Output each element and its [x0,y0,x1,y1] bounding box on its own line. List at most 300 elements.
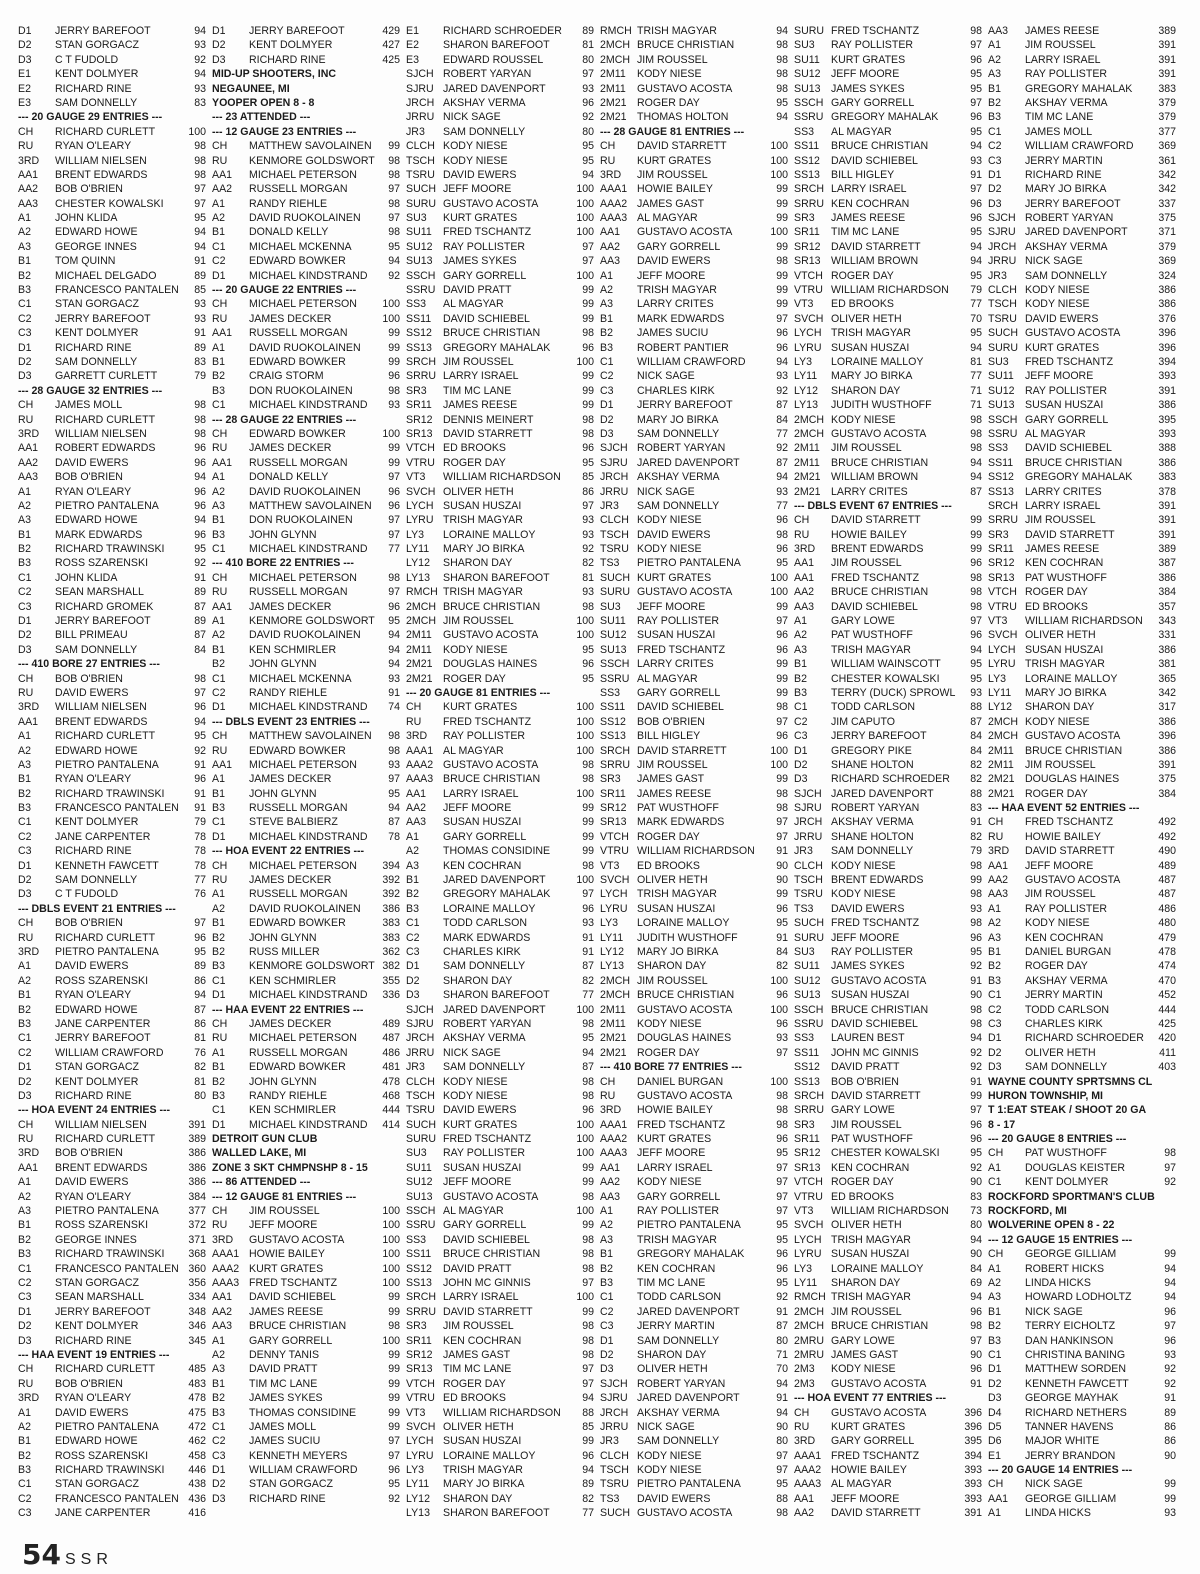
class-code: D4 [988,1406,1002,1419]
score: 99 [776,269,788,282]
class-code: SS11 [600,701,626,714]
score: 98 [388,730,400,743]
result-row [406,38,594,52]
score: 100 [770,168,788,181]
shooter-name: RYAN O'LEARY [55,1190,132,1203]
class-code: B3 [212,802,225,815]
result-row [794,1406,982,1420]
result-row [988,1434,1176,1448]
result-row [212,168,400,182]
score: 94 [970,1233,982,1246]
class-code: AA2 [600,1176,621,1189]
score: 80 [776,1334,788,1347]
class-code: AA2 [212,183,233,196]
score: 97 [776,1046,788,1059]
shooter-name: LARRY ISRAEL [1025,499,1101,512]
class-code: 2MCH [406,600,437,613]
score: 98 [582,1320,594,1333]
class-code: AAA1 [794,1449,822,1462]
class-code: RU [600,1089,616,1102]
score: 93 [194,312,206,325]
class-code: E1 [988,1449,1001,1462]
class-code: A3 [988,931,1001,944]
result-row [988,67,1176,81]
score: 386 [1158,284,1176,297]
shooter-name: OLIVER HETH [637,874,708,887]
shooter-name: RUSSELL MORGAN [249,888,348,901]
shooter-name: DAVID SCHIEBEL [831,600,918,613]
result-row [600,312,788,326]
class-code: SS3 [794,125,815,138]
result-row [988,1003,1176,1017]
shooter-name: SHARON DAY [443,557,513,570]
shooter-name: THOMAS CONSIDINE [443,845,551,858]
shooter-name: JEFF MOORE [249,1219,318,1232]
shooter-name: JOHN GLYNN [249,528,317,541]
shooter-name: SHANE HOLTON [831,830,914,843]
shooter-name: AKSHAY VERMA [443,96,526,109]
class-code: LY11 [794,370,818,383]
result-row [794,1348,982,1362]
score: 91 [194,571,206,584]
shooter-name: PIETRO PANTALENA [55,758,159,771]
result-row [600,844,788,858]
shooter-name: MARK EDWARDS [637,312,725,325]
score: 100 [576,715,594,728]
shooter-name: MARY JO BIRKA [637,946,719,958]
shooter-name: RYAN O'LEARY [55,485,132,498]
result-row [988,456,1176,470]
shooter-name: SAM DONNELLY [637,1435,720,1448]
class-code: VTRU [794,1190,823,1203]
class-code: SU3 [794,946,815,958]
class-code: SS13 [988,485,1014,498]
score: 99 [388,1305,400,1318]
shooter-name: JEFF MOORE [637,600,706,613]
result-row [406,499,594,513]
score: 95 [776,1276,788,1289]
result-row [212,297,400,311]
shooter-name: LORAINE MALLOY [831,1262,924,1275]
shooter-name: SHARON DAY [831,384,901,397]
score: 100 [576,874,594,887]
result-row [600,715,788,729]
result-row [600,1406,788,1420]
result-row [988,470,1176,484]
result-row [18,974,206,988]
score: 82 [582,557,594,570]
score: 97 [388,773,400,786]
shooter-name: JAMES SYKES [831,82,905,95]
class-code: B3 [406,902,419,915]
class-code: TSCH [988,298,1017,311]
shooter-name: SHARON DAY [443,974,513,987]
result-row [212,398,400,412]
score: 394 [382,859,400,872]
score: 96 [194,456,206,469]
class-code: 2M21 [600,111,627,124]
shooter-name: BRUCE CHRISTIAN [443,773,541,786]
score: 88 [582,1406,594,1419]
result-row [794,1233,982,1247]
shooter-name: RICHARD NETHERS [1025,1406,1127,1419]
score: 395 [1158,413,1176,426]
class-code: RU [18,686,34,699]
score: 91 [582,931,594,944]
shooter-name: MARK EDWARDS [443,931,531,944]
class-code: A2 [212,902,225,915]
shooter-name: ROSS SZARENSKI [55,974,149,987]
score: 100 [770,571,788,584]
score: 100 [382,427,400,440]
score: 94 [194,514,206,527]
class-code: SSRU [794,111,824,124]
result-row [988,96,1176,110]
result-row [988,1146,1176,1160]
result-row [600,902,788,916]
result-row [988,600,1176,614]
shooter-name: BRUCE CHRISTIAN [831,140,929,153]
shooter-name: GREGORY MAHALAK [637,1248,745,1261]
shooter-name: JARED DAVENPORT [1025,226,1128,239]
result-row [406,1420,594,1434]
result-row [600,1391,788,1405]
score: 84 [970,1262,982,1275]
result-row [988,1161,1176,1175]
result-row [212,657,400,671]
shooter-name: SHARON BAREFOOT [443,989,550,1002]
class-code: AA1 [18,442,39,455]
score: 92 [970,960,982,973]
shooter-name: JAMES REESE [1025,25,1100,37]
club-heading: YOOPER OPEN 8 - 8 [212,96,315,109]
class-code: SR11 [406,1334,432,1347]
score: 91 [776,1392,788,1405]
event-heading: --- HAA EVENT 22 ENTRIES --- [212,1003,364,1016]
class-code: A1 [212,471,225,484]
result-row [794,1492,982,1506]
score: 97 [970,1334,982,1347]
result-row [18,1233,206,1247]
result-row [600,887,788,901]
result-row [794,24,982,38]
shooter-name: BOB O'BRIEN [637,715,705,728]
result-row [988,211,1176,225]
class-code: D1 [988,1032,1002,1045]
shooter-name: GUSTAVO ACOSTA [443,1190,539,1203]
score: 96 [970,629,982,642]
class-code: AA1 [212,456,233,469]
result-row [600,916,788,930]
result-row [600,225,788,239]
score: 83 [970,1190,982,1203]
result-row [794,369,982,383]
score: 100 [576,197,594,210]
class-code: C1 [18,1262,32,1275]
shooter-name: JEFF MOORE [831,931,900,944]
shooter-name: KURT GRATES [831,1420,906,1433]
score: 99 [582,1161,594,1174]
result-row [600,369,788,383]
shooter-name: DANIEL BURGAN [637,1075,724,1088]
class-code: D3 [600,1363,614,1376]
result-row [406,715,594,729]
score: 378 [1158,485,1176,498]
result-row [600,1003,788,1017]
class-code: RU [212,442,228,455]
class-code: A3 [18,1205,31,1218]
score: 95 [582,672,594,685]
class-code: RU [212,1219,228,1232]
class-code: AA2 [18,183,39,196]
result-row [212,499,400,513]
score: 386 [188,1147,206,1160]
score: 80 [970,1219,982,1232]
class-code: SU12 [600,629,627,642]
shooter-name: RICHARD RINE [55,341,132,354]
result-row [18,700,206,714]
shooter-name: BILL PRIMEAU [55,629,128,642]
class-code: SR11 [794,1133,820,1146]
result-row [406,643,594,657]
result-row [212,700,400,714]
shooter-name: JIM ROUSSEL [443,1320,514,1333]
shooter-name: BOB O'BRIEN [55,1377,123,1390]
result-row [18,887,206,901]
class-code: SR13 [600,816,627,829]
score: 84 [194,643,206,656]
class-code: A1 [212,888,225,901]
shooter-name: FRANCESCO PANTALEN [55,1492,179,1505]
score: 77 [388,543,400,556]
class-code: SU11 [406,1161,432,1174]
shooter-name: ROSS SZARENSKI [55,1219,149,1232]
class-code: D2 [988,1377,1002,1390]
result-row [600,499,788,513]
class-code: SR3 [794,1118,815,1131]
class-code: C1 [18,816,32,829]
score: 98 [194,427,206,440]
score: 82 [776,960,788,973]
score: 97 [388,1435,400,1448]
result-row [406,787,594,801]
shooter-name: ED BROOKS [443,442,506,455]
class-code: AA1 [600,1161,621,1174]
result-row [988,312,1176,326]
score: 100 [576,183,594,196]
class-code: 3RD [406,730,428,743]
result-row [406,1103,594,1117]
class-code: VTCH [600,830,629,843]
score: 97 [388,471,400,484]
class-code: SR12 [406,1348,433,1361]
result-row [212,1434,400,1448]
score: 92 [194,53,206,66]
score: 94 [582,168,594,181]
score: 394 [1158,355,1176,368]
score: 487 [382,1032,400,1045]
score: 96 [1164,1334,1176,1347]
score: 96 [388,370,400,383]
score: 84 [776,413,788,426]
score: 98 [970,888,982,901]
result-row [406,312,594,326]
result-row [600,758,788,772]
shooter-name: NICK SAGE [443,111,501,124]
score: 92 [776,442,788,455]
result-row [600,1146,788,1160]
class-code: 2MCH [600,39,631,52]
score: 78 [194,845,206,858]
result-row [794,686,982,700]
shooter-name: MATTHEW SAVOLAINEN [249,140,372,153]
result-row [988,988,1176,1002]
score: 98 [970,442,982,455]
class-code: SR13 [406,427,433,440]
class-code: SVCH [988,629,1018,642]
result-row [18,1449,206,1463]
class-code: AAA3 [600,212,628,225]
score: 98 [582,327,594,340]
class-code: AA1 [794,1492,815,1505]
shooter-name: SUSAN HUSZAI [637,902,716,915]
score: 391 [1158,528,1176,541]
result-row [212,427,400,441]
result-row [212,974,400,988]
result-row [212,1075,400,1089]
score: 91 [970,816,982,829]
shooter-name: JANE CARPENTER [55,1507,151,1520]
shooter-name: RICHARD SCHROEDER [1025,1032,1144,1045]
result-row [406,1477,594,1491]
shooter-name: PAT WUSTHOFF [831,1133,913,1146]
score: 95 [388,1478,400,1491]
score: 386 [1158,643,1176,656]
score: 99 [1164,1248,1176,1261]
result-row [406,1075,594,1089]
result-row [794,974,982,988]
score: 99 [388,1348,400,1361]
class-code: D3 [212,53,226,66]
result-row [18,873,206,887]
shooter-name: JAMES MOLL [249,1420,317,1433]
result-row [212,1334,400,1348]
result-row [406,283,594,297]
class-code: B3 [18,284,31,297]
result-row [988,959,1176,973]
score: 97 [970,1104,982,1117]
score: 379 [1158,240,1176,253]
shooter-name: MARY JO BIRKA [443,543,525,556]
result-row [406,600,594,614]
score: 97 [970,96,982,109]
shooter-name: KEN COCHRAN [443,1334,522,1347]
result-row [794,413,982,427]
class-code: C2 [18,1046,32,1059]
shooter-name: HOWARD LODHOLTZ [1025,1291,1132,1304]
result-row [988,686,1176,700]
score: 97 [388,514,400,527]
result-row [406,1463,594,1477]
shooter-name: JERRY MARTIN [1025,989,1103,1002]
result-row [794,384,982,398]
shooter-name: BILL HIGLEY [637,730,701,743]
shooter-name: SHARON BAREFOOT [443,1507,550,1520]
shooter-name: PIETRO PANTALENA [55,946,159,958]
shooter-name: GEORGE GILLIAM [1025,1248,1117,1261]
score: 446 [188,1464,206,1477]
shooter-name: JERRY BAREFOOT [55,312,151,325]
score: 393 [1158,370,1176,383]
shooter-name: JOHN GLYNN [249,787,317,800]
result-row [212,772,400,786]
score: 100 [382,298,400,311]
result-row [794,197,982,211]
shooter-name: SAM DONNELLY [443,125,526,138]
score: 94 [776,1377,788,1390]
results-column [212,24,400,1524]
class-code: CH [794,514,810,527]
score: 356 [188,1276,206,1289]
club-heading: NEGAUNEE, MI [212,82,290,95]
class-code: RU [18,140,34,153]
score: 93 [582,528,594,541]
shooter-name: GARY GORRELL [249,1334,333,1347]
class-code: D1 [18,1061,32,1074]
class-code: SJCH [600,1377,628,1390]
shooter-name: RICHARD RINE [249,1492,326,1505]
result-row [794,1103,982,1117]
result-row [600,53,788,67]
class-code: AA2 [794,586,815,599]
shooter-name: RANDY RIEHLE [249,1089,328,1102]
page-footer [22,1538,113,1571]
score: 84 [970,730,982,743]
shooter-name: DAN HANKINSON [1025,1334,1114,1347]
score: 99 [776,600,788,613]
result-row [406,758,594,772]
result-row [406,585,594,599]
result-row [794,815,982,829]
score: 92 [1164,1363,1176,1376]
shooter-name: BOB O'BRIEN [55,917,123,930]
event-heading: --- HOA EVENT 22 ENTRIES --- [212,845,365,858]
class-code: LY12 [406,1492,430,1505]
score: 98 [582,413,594,426]
score: 87 [970,485,982,498]
class-code: E1 [406,25,419,37]
score: 94 [194,226,206,239]
shooter-name: KURT GRATES [443,701,518,714]
class-code: SS11 [406,312,432,325]
shooter-name: DON RUOKOLAINEN [249,384,353,397]
shooter-name: DAVID EWERS [55,960,129,973]
result-row [212,470,400,484]
shooter-name: JARED DAVENPORT [637,1392,740,1405]
score: 98 [970,586,982,599]
result-row [18,1204,206,1218]
class-code: D3 [18,1089,32,1102]
score: 99 [582,830,594,843]
score: 97 [582,1363,594,1376]
shooter-name: KURT GRATES [637,571,712,584]
shooter-name: NICK SAGE [1025,1305,1083,1318]
class-code: B1 [988,946,1001,958]
class-code: AA1 [794,571,815,584]
score: 98 [776,39,788,52]
score: 97 [776,1190,788,1203]
class-code: D2 [18,1075,32,1088]
